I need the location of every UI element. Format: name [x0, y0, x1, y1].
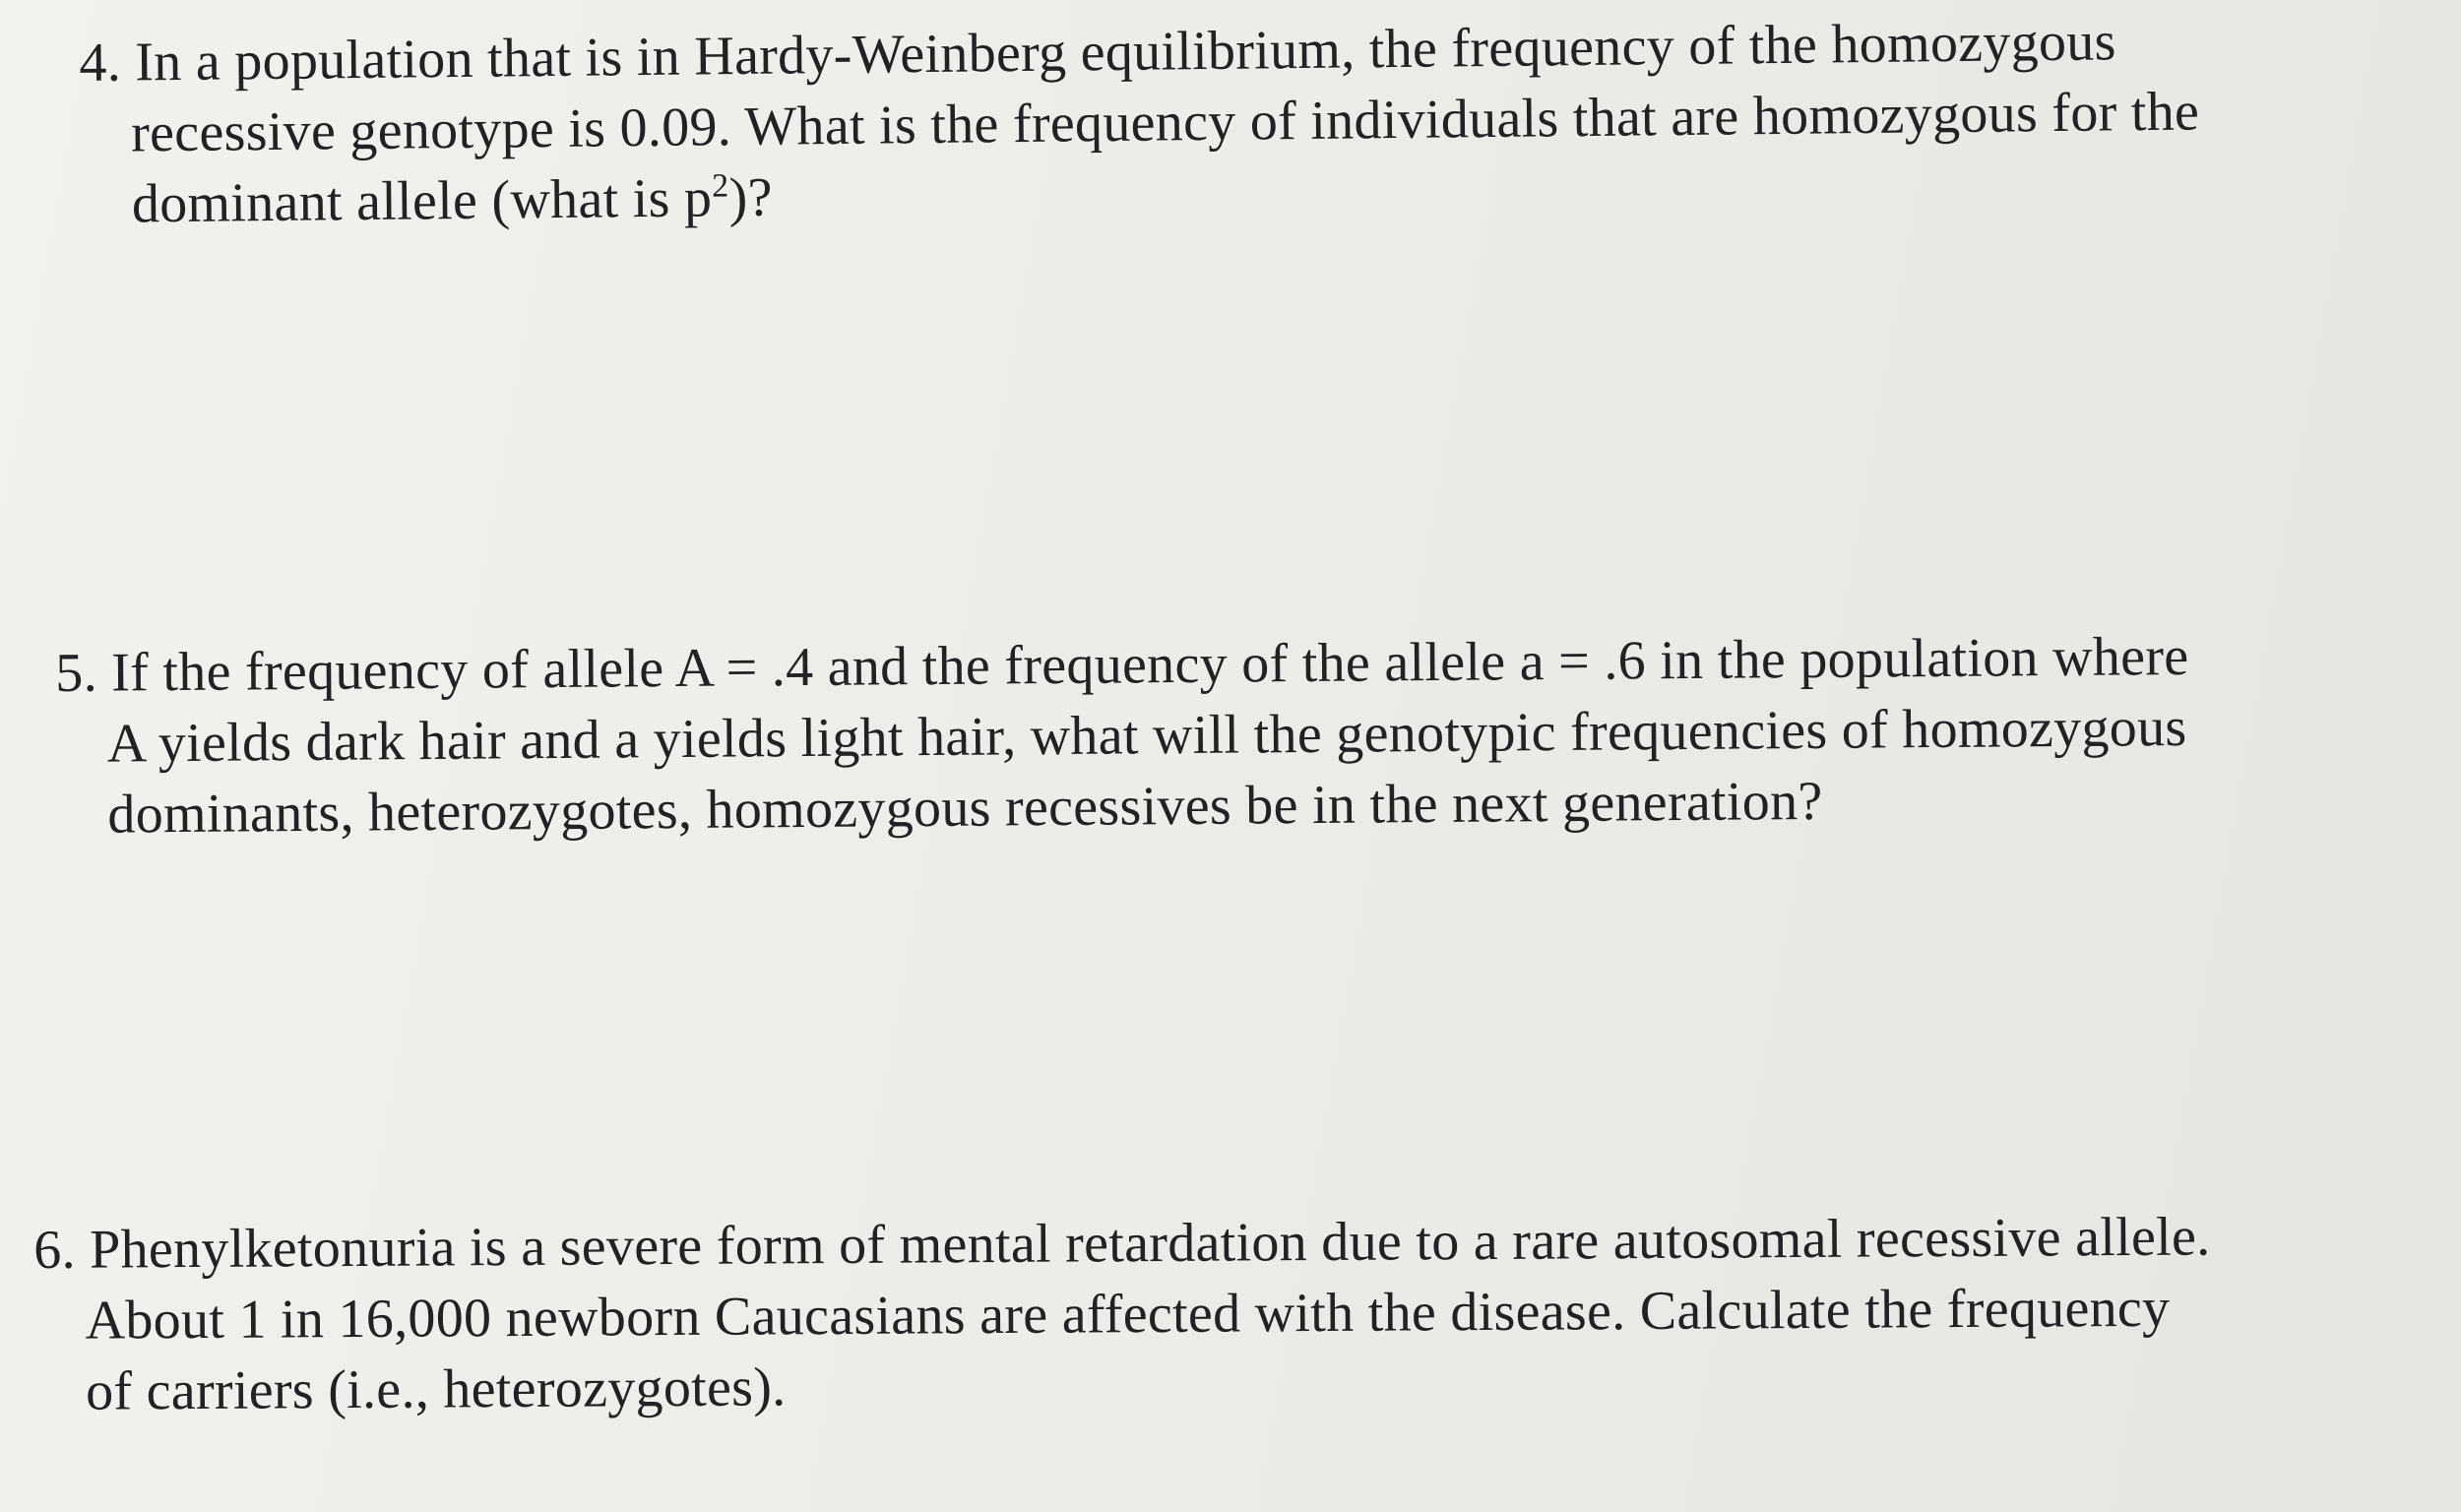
- question-4-number: 4.: [79, 32, 122, 94]
- question-4-text-1: In a population that is in Hardy-Weinberg equilibrium, the frequency of the homozygous: [134, 11, 2116, 94]
- question-4-superscript: 2: [711, 167, 729, 205]
- question-5-line-2: A yields dark hair and a yields light hair, what will the genotypic frequencies of homozygous: [106, 696, 2187, 775]
- question-4-text-3: dominant allele (what is p: [131, 167, 713, 235]
- question-5-number: 5.: [55, 642, 98, 704]
- question-4: [79, 5, 2200, 240]
- question-6-number: 6.: [33, 1219, 77, 1281]
- question-6: [33, 1201, 2212, 1427]
- question-5: [55, 621, 2190, 850]
- question-6-line-3: of carriers (i.e., heterozygotes).: [85, 1356, 787, 1422]
- question-6-text-1: Phenylketonuria is a severe form of mental retardation due to a rare autosomal recessive allele.: [89, 1206, 2211, 1281]
- question-4-line-end: )?: [728, 166, 774, 229]
- question-6-line-1: [33, 1201, 2211, 1286]
- question-5-line-3: dominants, heterozygotes, homozygous recessives be in the next generation?: [107, 770, 1823, 846]
- question-5-text-1: If the frequency of allele A = .4 and the frequency of the allele a = .6 in the population where: [110, 625, 2189, 704]
- question-4-line-2: recessive genotype is 0.09. What is the frequency of individuals that are homozygous for the: [130, 81, 2200, 164]
- question-6-line-2: About 1 in 16,000 newborn Caucasians are affected with the disease. Calculate the frequency: [85, 1277, 2171, 1352]
